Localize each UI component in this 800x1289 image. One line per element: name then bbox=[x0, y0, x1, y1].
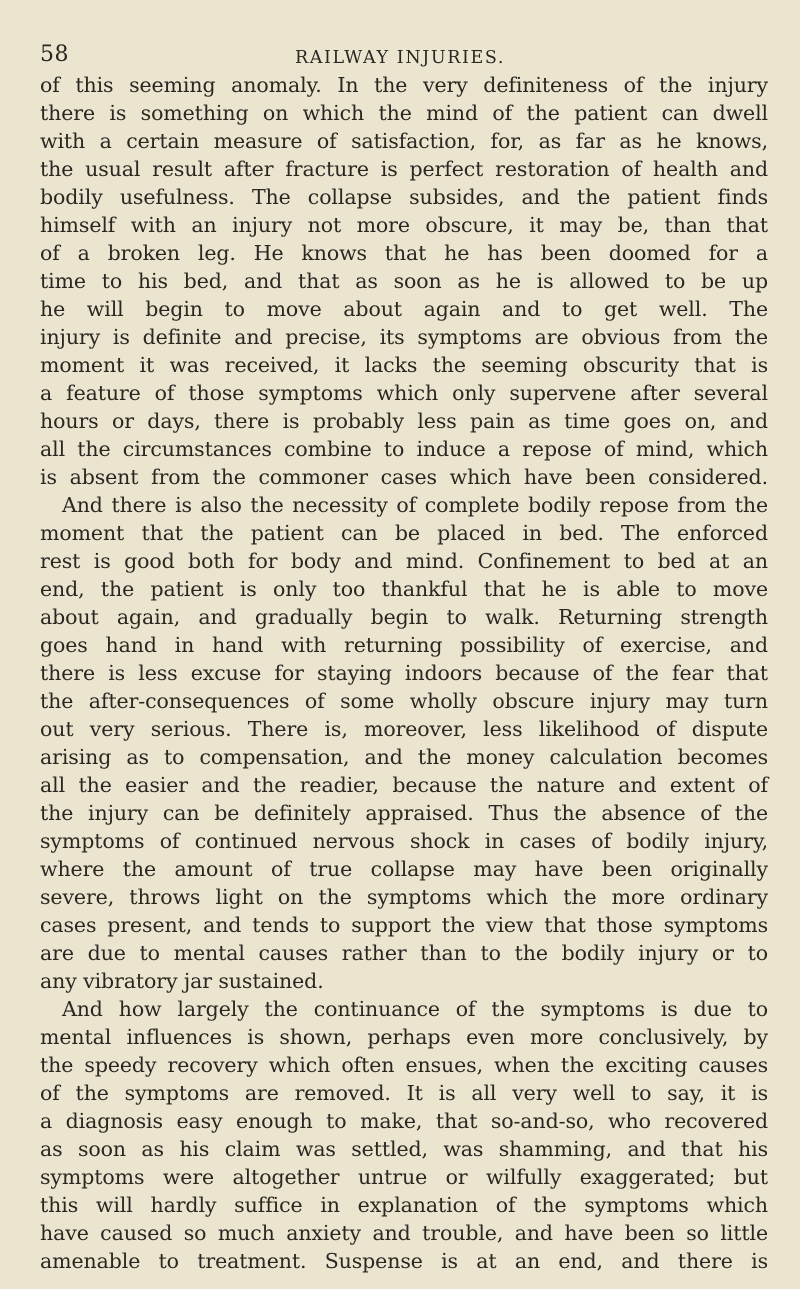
text-line: the injury can be definitely appraised. Thus the absence of the bbox=[40, 801, 768, 825]
text-line: out very serious. There is, moreover, less likelihood of dispute bbox=[40, 717, 768, 741]
text-line: cases present, and tends to support the view that those symptoms bbox=[40, 913, 768, 937]
text-line: injury is definite and precise, its symptoms are obvious from the bbox=[40, 325, 768, 349]
text-line: himself with an injury not more obscure, it may be, than that bbox=[40, 213, 768, 237]
text-line: end, the patient is only too thankful that he is able to move bbox=[40, 577, 768, 601]
text-line: goes hand in hand with returning possibility of exercise, and bbox=[40, 633, 768, 657]
text-line: of a broken leg. He knows that he has been doomed for a bbox=[40, 241, 768, 265]
text-line: are due to mental causes rather than to the bodily injury or to bbox=[40, 941, 768, 965]
text-line: have caused so much anxiety and trouble, and have been so little bbox=[40, 1221, 768, 1245]
text-line: is absent from the commoner cases which have been considered. bbox=[40, 465, 768, 489]
text-line: the speedy recovery which often ensues, when the exciting causes bbox=[40, 1053, 768, 1077]
text-line: there is less excuse for staying indoors because of the fear that bbox=[40, 661, 768, 685]
text-line: this will hardly suffice in explanation of the symptoms which bbox=[40, 1193, 768, 1217]
text-line: rest is good both for body and mind. Confinement to bed at an bbox=[40, 549, 768, 573]
text-line: a diagnosis easy enough to make, that so-and-so, who recovered bbox=[40, 1109, 768, 1133]
text-line: time to his bed, and that as soon as he is allowed to be up bbox=[40, 269, 768, 293]
text-line: any vibratory jar sustained. bbox=[40, 969, 324, 993]
text-line: with a certain measure of satisfaction, for, as far as he knows, bbox=[40, 129, 768, 153]
text-line: bodily usefulness. The collapse subsides, and the patient finds bbox=[40, 185, 768, 209]
page-number: 58 bbox=[40, 42, 69, 67]
text-line: there is something on which the mind of the patient can dwell bbox=[40, 101, 768, 125]
text-line: mental influences is shown, perhaps even more conclusively, by bbox=[40, 1025, 768, 1049]
text-line: all the circumstances combine to induce a repose of mind, which bbox=[40, 437, 768, 461]
text-line: as soon as his claim was settled, was shamming, and that his bbox=[40, 1137, 768, 1161]
text-line: moment it was received, it lacks the seeming obscurity that is bbox=[40, 353, 768, 377]
text-line: a feature of those symptoms which only supervene after several bbox=[40, 381, 768, 405]
running-head: RAILWAY INJURIES. bbox=[295, 48, 505, 68]
text-line: where the amount of true collapse may have been originally bbox=[40, 857, 768, 881]
text-line: all the easier and the readier, because the nature and extent of bbox=[40, 773, 768, 797]
text-line: the after-consequences of some wholly obscure injury may turn bbox=[40, 689, 768, 713]
text-line: about again, and gradually begin to walk. Returning strength bbox=[40, 605, 768, 629]
text-line: moment that the patient can be placed in bed. The enforced bbox=[40, 521, 768, 545]
text-line: arising as to compensation, and the money calculation becomes bbox=[40, 745, 768, 769]
text-line: the usual result after fracture is perfect restoration of health and bbox=[40, 157, 768, 181]
text-line: severe, throws light on the symptoms which the more ordinary bbox=[40, 885, 768, 909]
text-line: symptoms were altogether untrue or wilfully exaggerated; but bbox=[40, 1165, 768, 1189]
text-line: And how largely the continuance of the symptoms is due to bbox=[62, 997, 768, 1021]
text-line: of this seeming anomaly. In the very definiteness of the injury bbox=[40, 73, 768, 97]
text-line: And there is also the necessity of complete bodily repose from the bbox=[62, 493, 768, 517]
text-line: symptoms of continued nervous shock in cases of bodily injury, bbox=[40, 829, 768, 853]
text-line: hours or days, there is probably less pain as time goes on, and bbox=[40, 409, 768, 433]
text-line: of the symptoms are removed. It is all very well to say, it is bbox=[40, 1081, 768, 1105]
text-line: he will begin to move about again and to get well. The bbox=[40, 297, 768, 321]
text-line: amenable to treatment. Suspense is at an end, and there is bbox=[40, 1249, 768, 1273]
